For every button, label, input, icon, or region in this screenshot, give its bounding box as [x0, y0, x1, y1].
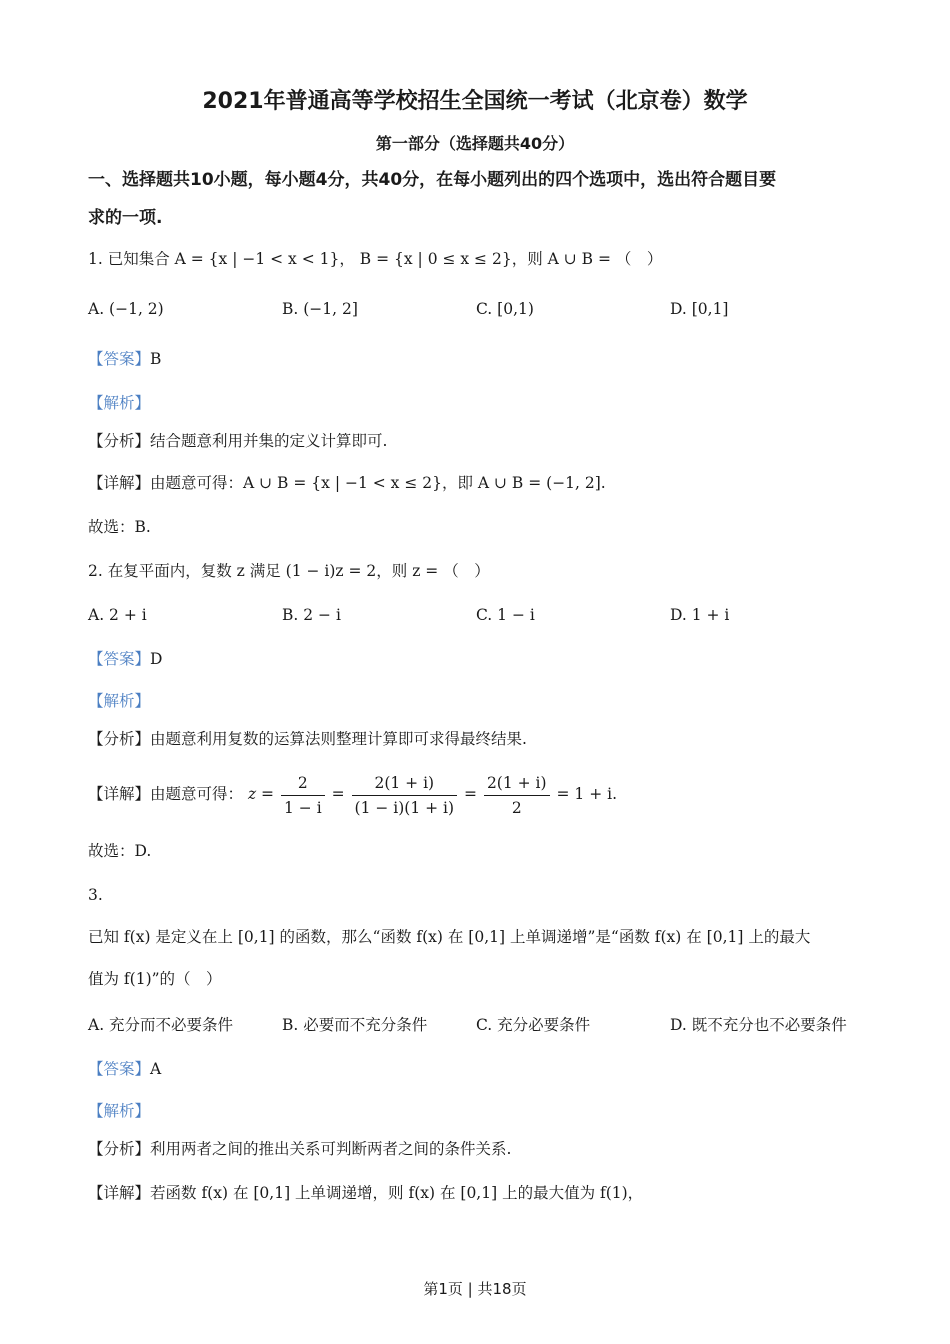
equation-lhs: z = — [247, 785, 275, 803]
xiangjie-text: 若函数 f(x) 在 [0,1] 上单调递增，则 f(x) 在 [0,1] 上的最大值为 f(1)， — [150, 1184, 644, 1202]
answer-value: D — [150, 650, 163, 668]
equation-tail: = 1 + i. — [556, 785, 618, 803]
answer-value: B — [150, 350, 162, 368]
fenxi-tag: 【分析】 — [88, 1140, 151, 1158]
q2-select: 故选：D. — [88, 842, 152, 860]
q3-analysis-tag: 【解析】 — [88, 1102, 151, 1120]
q3-fenxi — [88, 1138, 511, 1160]
q2-option-a: A. 2 + i — [88, 606, 147, 624]
q3-option-d: D. 既不充分也不必要条件 — [670, 1016, 847, 1034]
q2-xiangjie: 【详解】由题意可得： z = $\frac{2}{1 - i}$ = $\frac{2(1 + i)}{(1 - i)(1 + i)}$ = $\frac{2(1 + i)}{2}$ = 1 + i. — [88, 766, 617, 822]
fraction-1 — [281, 771, 325, 820]
q1-select: 故选：B. — [88, 518, 151, 536]
page-footer: 第1页 | 共18页 — [423, 1280, 527, 1298]
xiangjie-tag: 【详解】 — [88, 474, 151, 492]
xiangjie-tag: 【详解】 — [88, 1184, 151, 1202]
q1-fenxi — [88, 430, 387, 452]
q2-answer — [88, 648, 162, 670]
q1-option-c: C. [0,1) — [476, 300, 534, 318]
q3-answer — [88, 1058, 161, 1080]
fraction-3-numerator: 2(1 + i) — [484, 771, 550, 796]
page-title: 2021年普通高等学校招生全国统一考试（北京卷）数学 — [202, 89, 748, 114]
fraction-2-numerator: 2(1 + i) — [352, 771, 458, 796]
answer-tag: 【答案】 — [88, 350, 151, 368]
fraction-1-numerator: 2 — [281, 771, 325, 796]
section-instruction-line2: 求的一项. — [88, 208, 163, 228]
q2-analysis-tag: 【解析】 — [88, 692, 151, 710]
q1-option-b: B. (−1, 2] — [282, 300, 358, 318]
fenxi-text: 利用两者之间的推出关系可判断两者之间的条件关系. — [150, 1140, 512, 1158]
q2-option-b: B. 2 − i — [282, 606, 341, 624]
fraction-2 — [352, 771, 458, 820]
xiangjie-tag: 【详解】 — [88, 785, 151, 803]
q3-xiangjie — [88, 1182, 643, 1204]
q2-option-c: C. 1 − i — [476, 606, 535, 624]
fraction-2-denominator: (1 − i)(1 + i) — [354, 798, 455, 817]
q1-answer — [88, 348, 161, 370]
q3-option-b: B. 必要而不充分条件 — [282, 1016, 428, 1034]
answer-tag: 【答案】 — [88, 1060, 151, 1078]
answer-tag: 【答案】 — [88, 650, 151, 668]
q2-fenxi — [88, 728, 527, 750]
xiangjie-text: 由题意可得：A ∪ B = {x | −1 < x ≤ 2}，即 A ∪ B = (−1, 2]. — [150, 474, 606, 492]
q2-stem: 2. 在复平面内，复数 z 满足 (1 − i)z = 2，则 z = （ ） — [88, 562, 490, 580]
fenxi-text: 结合题意利用并集的定义计算即可. — [150, 432, 388, 450]
section-instruction-line1: 一、选择题共10小题，每小题4分，共40分，在每小题列出的四个选项中，选出符合题目要 — [88, 170, 777, 190]
q3-option-a: A. 充分而不必要条件 — [88, 1016, 234, 1034]
q1-option-d: D. [0,1] — [670, 300, 729, 318]
q2-option-d: D. 1 + i — [670, 606, 730, 624]
xiangjie-prefix: 由题意可得： — [150, 785, 244, 803]
q3-number: 3. — [88, 886, 103, 904]
q1-xiangjie — [88, 472, 606, 494]
part-subtitle: 第一部分（选择题共40分） — [375, 134, 575, 153]
fenxi-text: 由题意利用复数的运算法则整理计算即可求得最终结果. — [150, 730, 527, 748]
fenxi-tag: 【分析】 — [88, 432, 151, 450]
q3-stem-line1: 已知 f(x) 是定义在上 [0,1] 的函数，那么“函数 f(x) 在 [0,1] 上单调递增”是“函数 f(x) 在 [0,1] 上的最大 — [88, 928, 811, 946]
fraction-3-denominator: 2 — [511, 798, 522, 817]
fraction-3 — [484, 771, 550, 820]
answer-value: A — [150, 1060, 162, 1078]
q1-option-a: A. (−1, 2) — [88, 300, 164, 318]
q1-stem: 1. 已知集合 A = {x | −1 < x < 1}， B = {x | 0 ≤ x ≤ 2}，则 A ∪ B = （ ） — [88, 250, 663, 268]
fraction-1-denominator: 1 − i — [284, 798, 322, 817]
q3-option-c: C. 充分必要条件 — [476, 1016, 591, 1034]
q1-analysis-tag: 【解析】 — [88, 394, 151, 412]
fenxi-tag: 【分析】 — [88, 730, 151, 748]
q3-stem-line2: 值为 f(1)”的（ ） — [88, 970, 222, 988]
